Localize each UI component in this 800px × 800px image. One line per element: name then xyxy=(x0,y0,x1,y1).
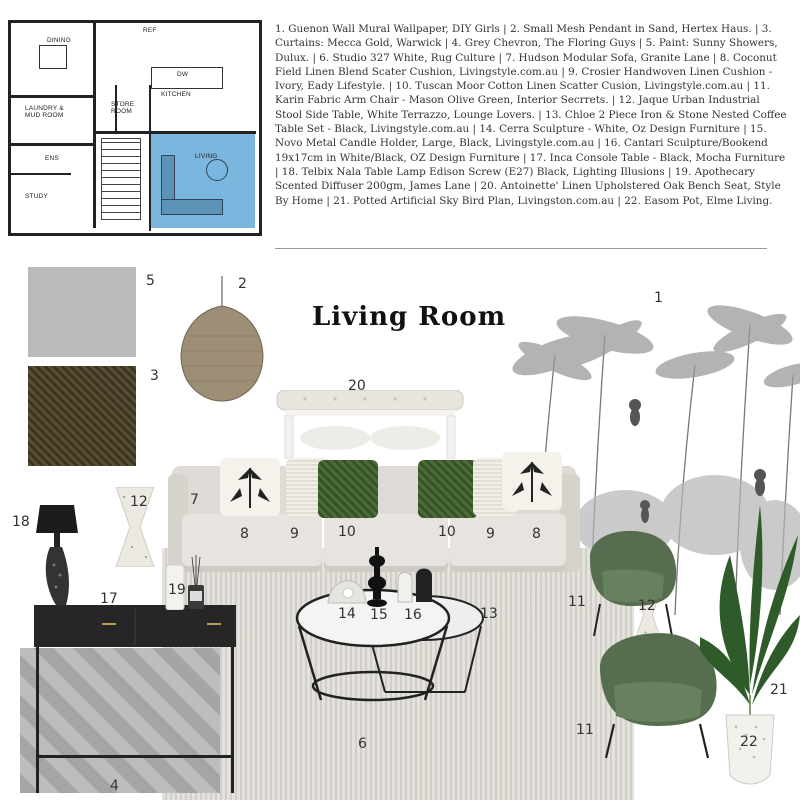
table-lamp xyxy=(32,505,82,610)
label-9b: 9 xyxy=(486,526,495,542)
label-5: 5 xyxy=(146,273,155,289)
bench-seat xyxy=(275,390,465,460)
label-12a: 12 xyxy=(130,494,148,510)
label-10a: 10 xyxy=(338,524,356,540)
room-label-kitchen: KITCHEN xyxy=(161,91,191,98)
room-label-dw: DW xyxy=(177,71,189,78)
label-1: 1 xyxy=(654,290,663,306)
product-list: 1. Guenon Wall Mural Wallpaper, DIY Girls | 2. Small Mesh Pendant in Sand, Hertex Haus. | 3. Curtains: Mecca Gold, Warwick | 4. Grey Chevron, The Floring Guys | 5. Paint: Sunny Showers, Dulux. | 6. Studio 327 White, Rug Culture | 7. Hudson Modular Sofa, Granite Lane | 8. Coconut Field Linen Blend Scater Cushion, Livingstyle.com.au | 9. Crosier Handwoven Linen Cushion - Ivory, Eady Lifestyle. | 10. Tuscan Moor Cotton Linen Scatter Cusion, Livingstyle.com.au | 11. Karin Fabric Arm Chair - Mason Olive Green, Interior Secrrets. | 12. Jaque Urban Industrial Stool Side Table, White Terrazzo, Lounge Lovers. | 13. Chloe 2 Piece Iron & Stone Nested Coffee Table Set - Black, Livingstyle.com.au | 14. Cerra Sculpture - White, Oz Design Furniture | 15. Novo Metal Candle Holder, Large, Black, Livingstyle.com.au | 16. Cantari Sculpture/Bookend 19x17cm in White/Black, OZ Design Furniture | 17. Inca Console Table - Black, Mocha Furniture | 18. Telbix Nala Table Lamp Edison Screw (E27) Black, Lighting Illusions | 19. Apothecary Scented Diffuser 200gm, James Lane | 20. Antoinette' Linen Upholstered Oak Bench Seat, Style By Home | 21. Potted Artificial Sky Bird Plan, Livingston.com.au | 22. Easom Pot, Elme Living. xyxy=(275,23,787,207)
page-title: Living Room xyxy=(312,302,507,332)
console-table xyxy=(32,605,238,795)
label-12b: 12 xyxy=(638,598,656,614)
room-label-dining: DINING xyxy=(47,37,71,44)
potted-plant xyxy=(700,495,800,795)
label-16: 16 xyxy=(404,607,422,623)
label-7: 7 xyxy=(190,492,199,508)
bookend-sculpture xyxy=(394,566,436,604)
label-11a: 11 xyxy=(568,594,586,610)
scented-diffuser xyxy=(184,555,208,610)
pendant-light xyxy=(172,276,272,406)
floor-plan xyxy=(8,20,262,236)
white-sculpture xyxy=(326,575,368,605)
label-10b: 10 xyxy=(438,524,456,540)
stairs xyxy=(101,138,141,220)
palm-cushion xyxy=(220,458,280,516)
plan-coffee-table xyxy=(206,159,228,181)
label-18: 18 xyxy=(12,514,30,530)
candle-holder xyxy=(366,547,388,607)
label-6: 6 xyxy=(358,736,367,752)
room-label-living: LIVING xyxy=(195,153,218,160)
plan-sofa xyxy=(161,199,223,215)
green-cushion xyxy=(418,460,478,518)
label-21: 21 xyxy=(770,682,788,698)
label-22: 22 xyxy=(740,734,758,750)
room-label-study: STUDY xyxy=(25,193,49,200)
green-cushion xyxy=(318,460,378,518)
dining-table xyxy=(39,45,67,69)
label-8b: 8 xyxy=(532,526,541,542)
olive-armchair xyxy=(582,528,682,638)
palm-cushion xyxy=(502,452,562,510)
label-20: 20 xyxy=(348,378,366,394)
label-17: 17 xyxy=(100,591,118,607)
curtain-fabric-swatch xyxy=(28,366,136,466)
label-8a: 8 xyxy=(240,526,249,542)
label-9a: 9 xyxy=(290,526,299,542)
paint-swatch xyxy=(28,267,136,357)
label-2: 2 xyxy=(238,276,247,292)
label-11b: 11 xyxy=(576,722,594,738)
label-19: 19 xyxy=(168,582,186,598)
label-13: 13 xyxy=(480,606,498,622)
room-label-store: STORE ROOM xyxy=(111,101,135,115)
room-label-laundry: LAUNDRY & MUD ROOM xyxy=(25,105,64,119)
label-3: 3 xyxy=(150,368,159,384)
room-label-ens: ENS xyxy=(45,155,59,162)
divider xyxy=(275,248,767,249)
nested-coffee-table xyxy=(295,582,485,707)
label-4: 4 xyxy=(110,778,119,794)
label-14: 14 xyxy=(338,606,356,622)
label-15: 15 xyxy=(370,607,388,623)
room-label-ref: REF xyxy=(143,27,157,34)
